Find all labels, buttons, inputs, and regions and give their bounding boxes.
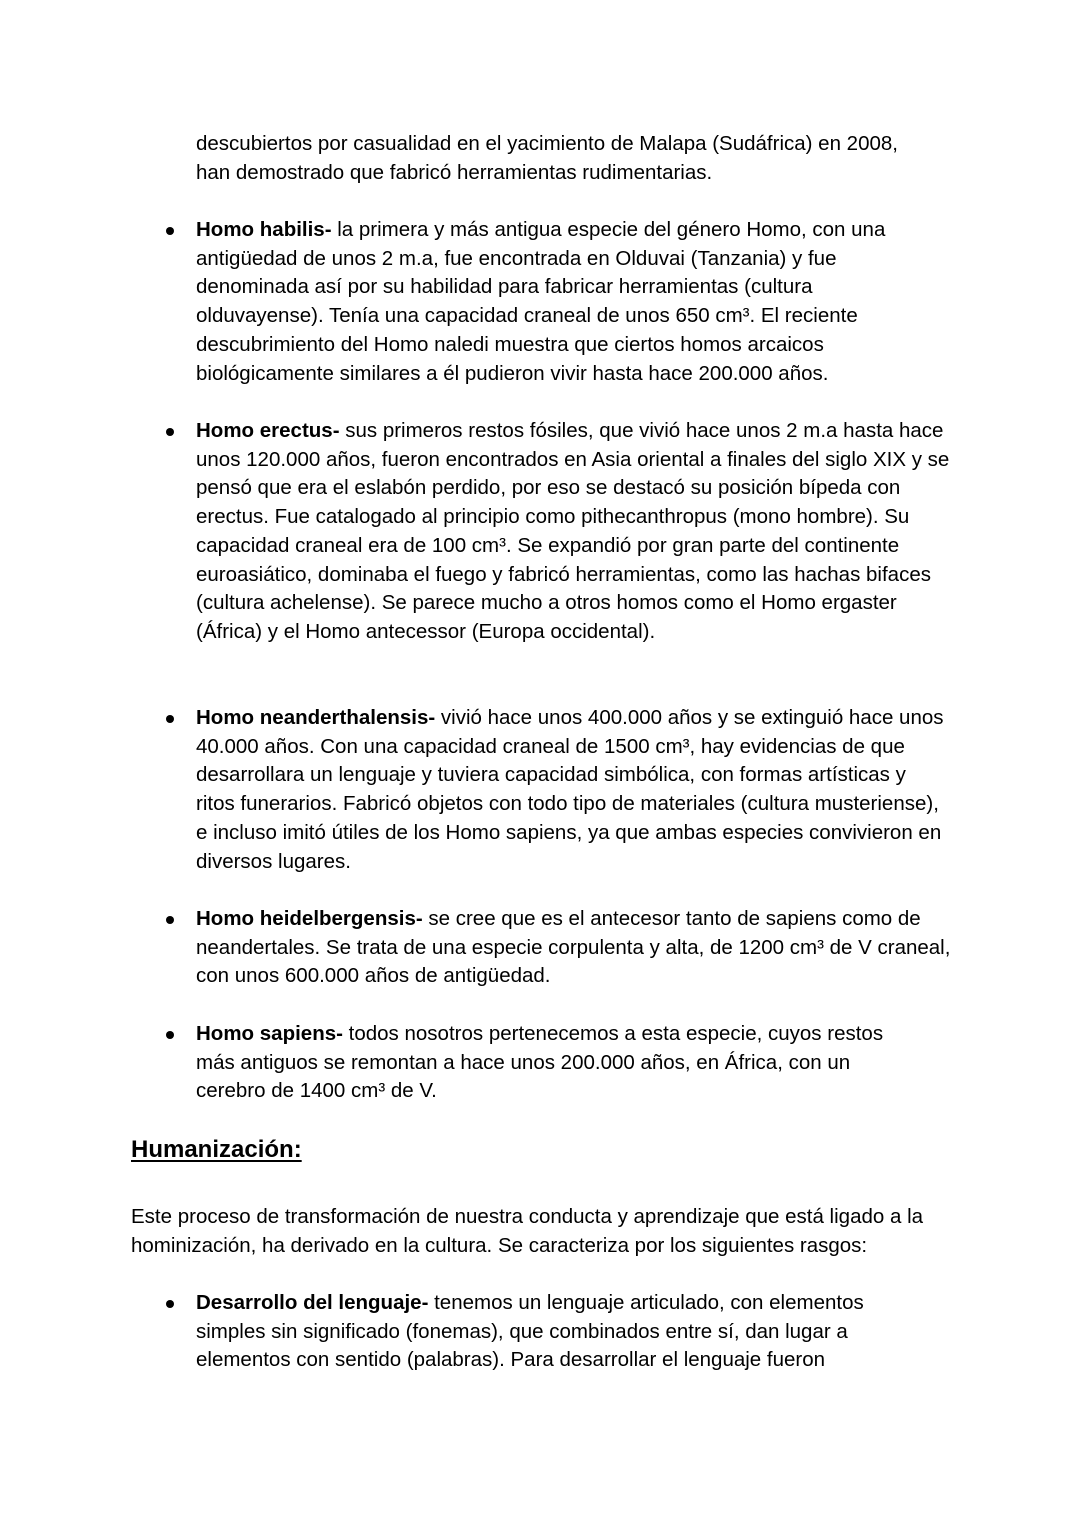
- species-description: se cree que es el antecesor tanto de sapiens como de neandertales. Se trata de una especie corpulenta y alta, de 1200 cm³ de V craneal, con unos 600.000 años de antigüedad.: [196, 907, 951, 988]
- bullet-icon: [166, 428, 174, 436]
- bullet-icon: [166, 1031, 174, 1039]
- continuation-paragraph: [196, 130, 956, 187]
- species-term: Homo sapiens-: [196, 1022, 343, 1045]
- species-term: Homo habilis-: [196, 218, 332, 241]
- bullet-icon: [166, 1300, 174, 1308]
- trait-term: Desarrollo del lenguaje-: [196, 1291, 429, 1314]
- bullet-icon: [166, 227, 174, 235]
- species-description: la primera y más antigua especie del género Homo, con una antigüedad de unos 2 m.a, fue encontrada en Olduvai (Tanzania) y fue denominada así por su habilidad para fabricar herramientas (cultura olduvayense). Tenía una capacidad craneal de unos 650 cm³. El reciente descubrimiento del Homo naledi muestra que ciertos homos arcaicos biológicamente similares a él pudieron vivir hasta hace 200.000 años.: [196, 218, 886, 385]
- species-item-heidelbergensis: [196, 905, 951, 991]
- trait-item-lenguaje: [196, 1289, 921, 1375]
- humanizacion-intro: Este proceso de transformación de nuestra conducta y aprendizaje que está ligado a la hominización, ha derivado en la cultura. Se caracteriza por los siguientes rasgos:: [131, 1205, 924, 1257]
- species-description: sus primeros restos fósiles, que vivió hace unos 2 m.a hasta hace unos 120.000 años, fueron encontrados en Asia oriental a finales del siglo XIX y se pensó que era el eslabón perdido, por eso se destacó su posición bípeda con erectus. Fue catalogado al principio como pithecanthropus (mono hombre). Su capacidad craneal era de 100 cm³. Se expandió por gran parte del continente euroasiático, dominaba el fuego y fabricó herramientas, como las hachas bifaces (cultura achelense). Se parece mucho a otros homos como el Homo ergaster (África) y el Homo antecessor (Europa occidental).: [196, 419, 950, 643]
- species-description: todos nosotros pertenecemos a esta especie, cuyos restos más antiguos se remontan a hace unos 200.000 años, en África, con un cerebro de 1400 cm³ de V.: [196, 1022, 884, 1103]
- species-description: vivió hace unos 400.000 años y se extinguió hace unos 40.000 años. Con una capacidad craneal de 1500 cm³, hay evidencias de que desarrollara un lenguaje y tuviera capacidad simbólica, con formas artísticas y ritos funerarios. Fabricó objetos con todo tipo de materiales (cultura musteriense), e incluso imitó útiles de los Homo sapiens, ya que ambas especies convivieron en diversos lugares.: [196, 706, 944, 873]
- continuation-line-1: descubiertos por casualidad en el yacimiento de Malapa (Sudáfrica) en 2008,: [196, 132, 898, 155]
- species-item-erectus: [196, 417, 951, 647]
- section-heading-humanizacion: Humanización:: [131, 1136, 302, 1163]
- bullet-icon: [166, 916, 174, 924]
- species-term: Homo erectus-: [196, 419, 340, 442]
- trait-description: tenemos un lenguaje articulado, con elementos simples sin significado (fonemas), que combinados entre sí, dan lugar a elementos con sentido (palabras). Para desarrollar el lenguaje fueron: [196, 1291, 864, 1372]
- species-item-neanderthalensis: [196, 704, 946, 876]
- species-item-sapiens: [196, 1020, 916, 1106]
- species-item-habilis: [196, 216, 941, 388]
- species-term: Homo neanderthalensis-: [196, 706, 436, 729]
- continuation-line-2: han demostrado que fabricó herramientas rudimentarias.: [196, 160, 713, 184]
- species-term: Homo heidelbergensis-: [196, 907, 423, 930]
- bullet-icon: [166, 715, 174, 723]
